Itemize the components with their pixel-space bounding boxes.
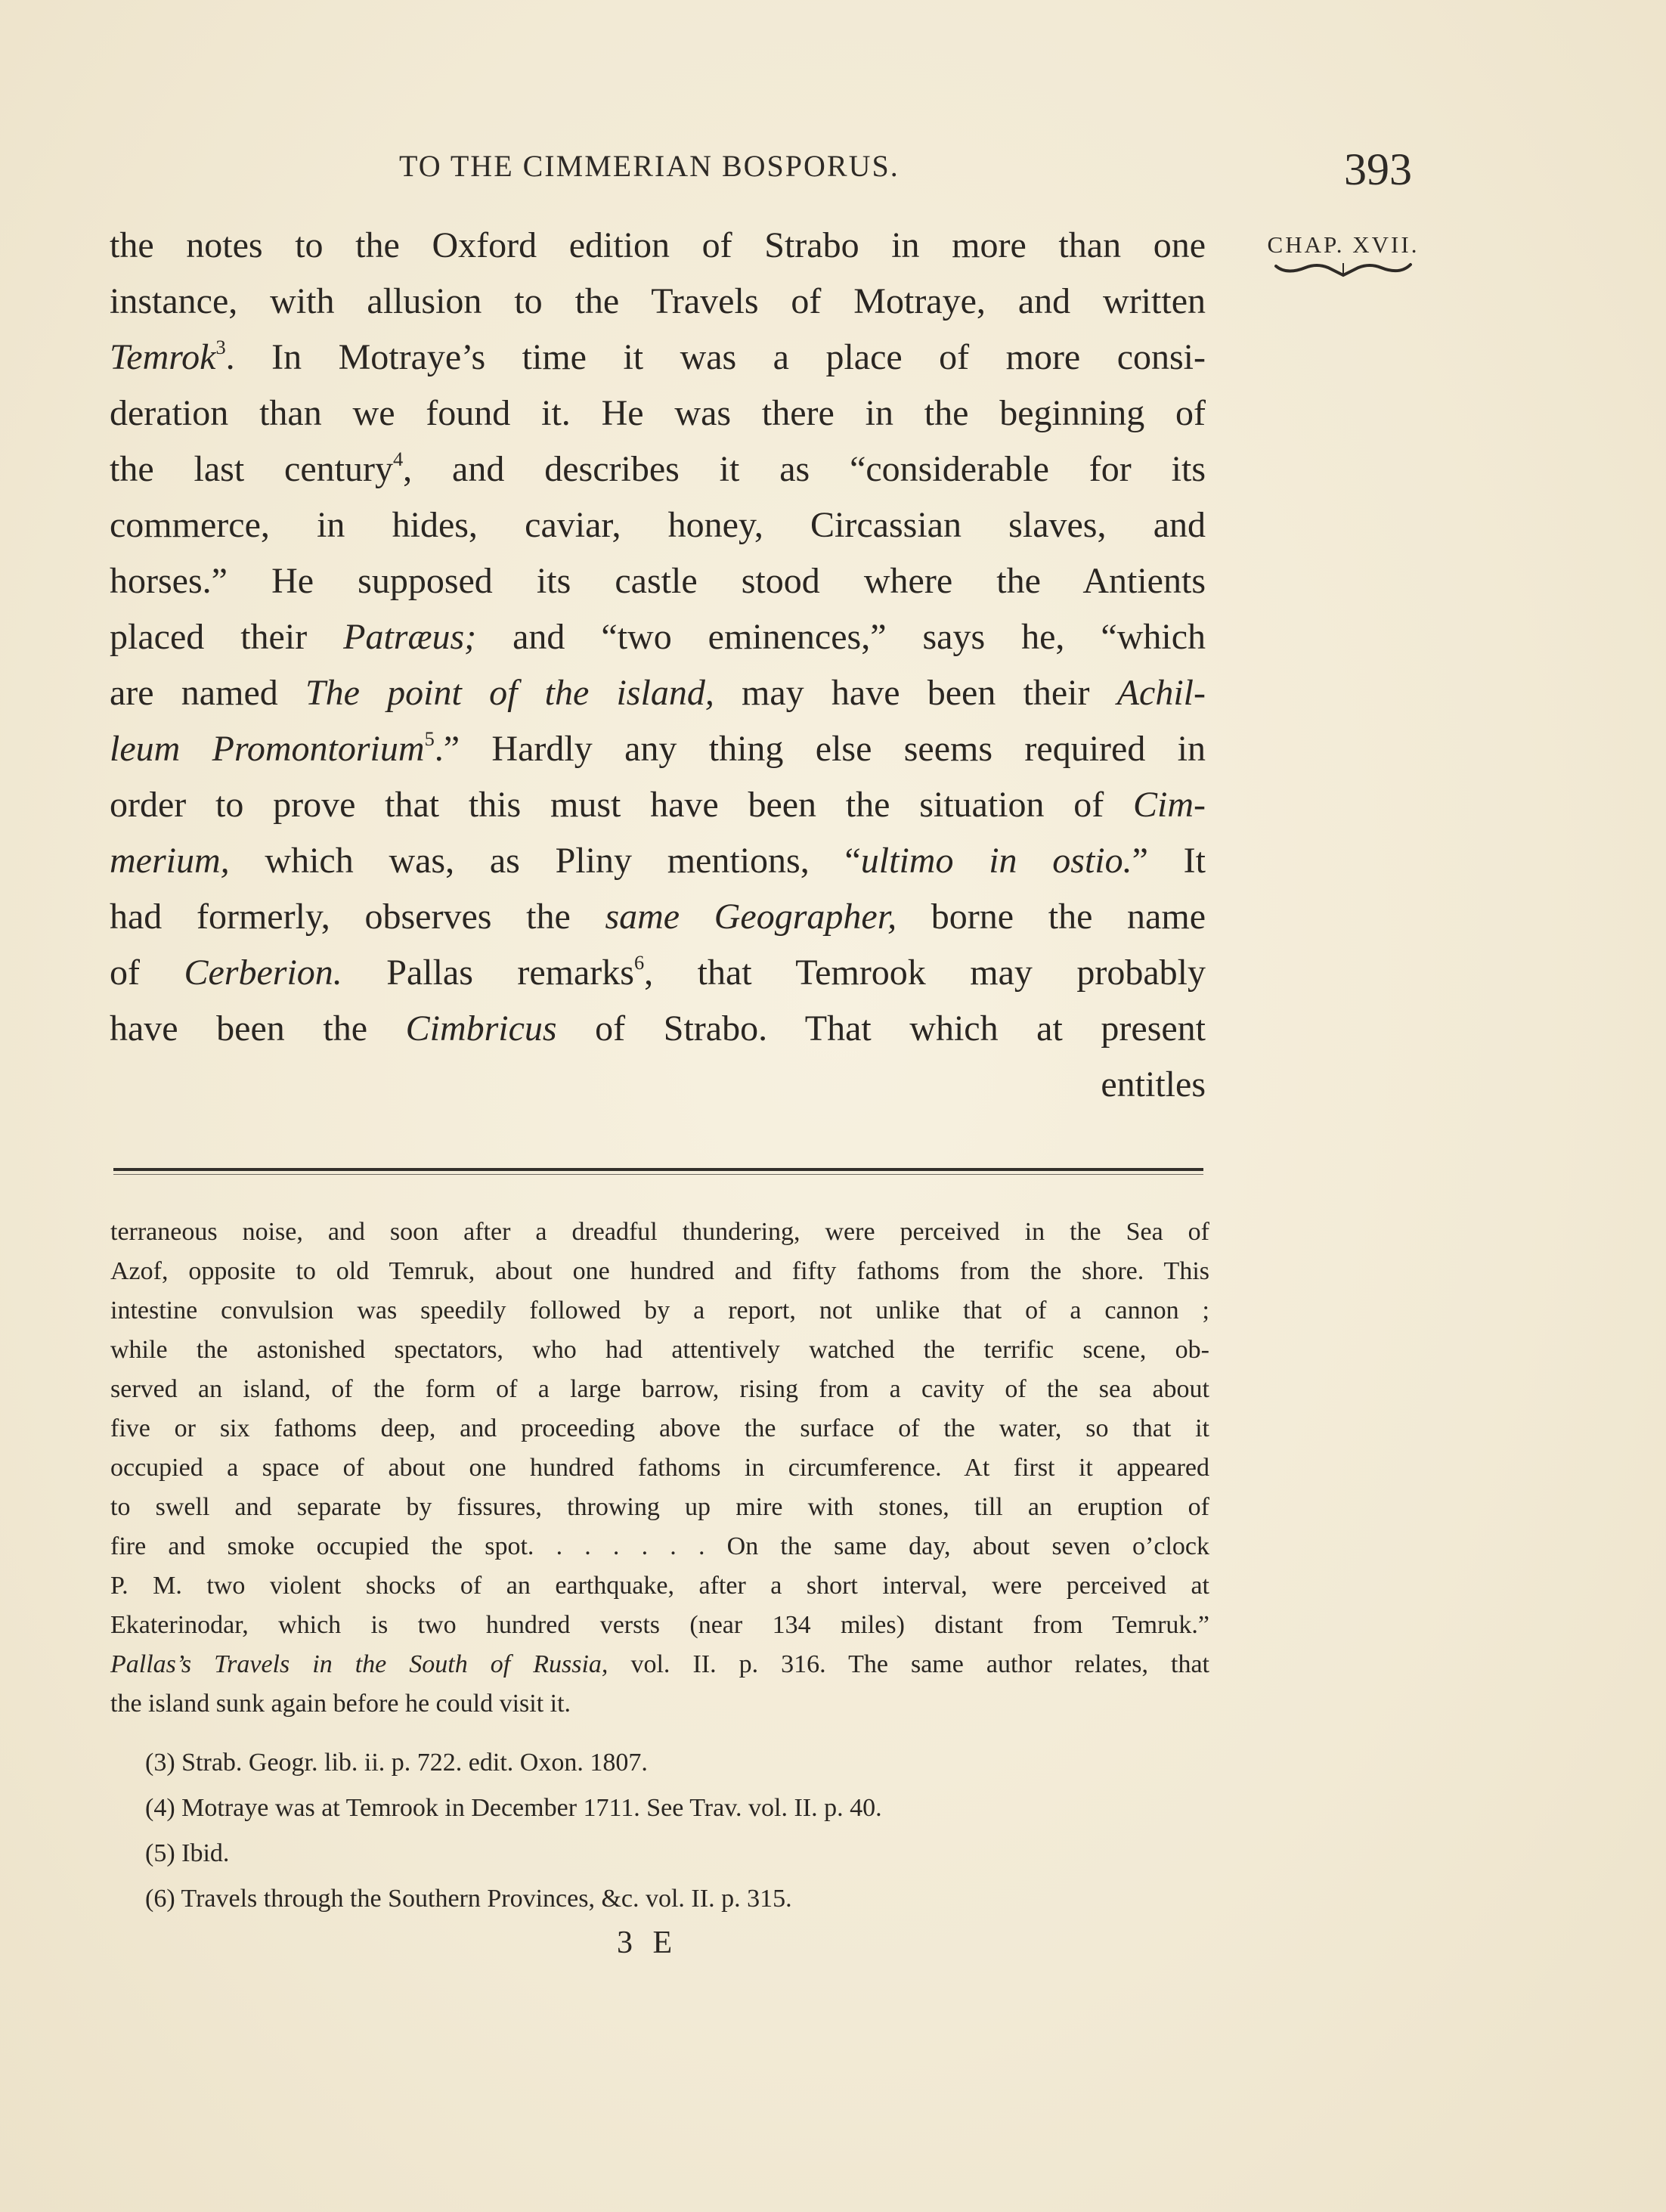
footnote-line: served an island, of the form of a large barrow, rising from a cavity of the sea about <box>110 1375 1209 1403</box>
footnote-divider <box>113 1168 1203 1171</box>
footnote-ref-6[interactable]: 6 <box>633 951 645 974</box>
footnote-line: five or six fathoms deep, and proceeding above the surface of the water, so that it <box>110 1414 1209 1442</box>
main-body-text <box>110 218 1206 1113</box>
running-head: TO THE CIMMERIAN BOSPORUS. <box>399 149 900 183</box>
footnote-line: Ekaterinodar, which is two hundred versts (near 134 miles) distant from Temruk.” <box>110 1611 1209 1639</box>
footnote-line: fire and smoke occupied the spot. . . . . . . On the same day, about seven o’clock <box>110 1532 1209 1560</box>
body-text: and “two eminences,” says he, “which <box>476 617 1206 657</box>
body-text: placed their <box>110 617 344 657</box>
body-text: , and describes it as “considerable for its <box>403 449 1206 489</box>
flourish-ornament-icon <box>1271 259 1415 280</box>
footnote-line: while the astonished spectators, who had attentively watched the terrific scene, ob- <box>110 1336 1209 1364</box>
italic-text: Cim- <box>1133 785 1206 825</box>
chapter-marker <box>1264 231 1423 280</box>
italic-text: Temrok <box>110 337 216 377</box>
footnote-divider-thin <box>113 1174 1203 1175</box>
body-line <box>110 441 1206 497</box>
body-line <box>110 889 1206 945</box>
body-line <box>110 945 1206 1001</box>
body-text: ” It <box>1132 841 1206 881</box>
italic-text: same Geographer, <box>605 897 897 937</box>
catchword: entitles <box>1101 1064 1206 1104</box>
chapter-label: CHAP. XVII. <box>1267 231 1420 258</box>
body-line <box>110 1001 1206 1057</box>
footnote-4: (4) Motraye was at Temrook in December 1711. See Trav. vol. II. p. 40. <box>145 1794 882 1822</box>
signature-mark: 3 E <box>617 1925 679 1960</box>
body-text: are named <box>110 673 305 713</box>
italic-text: Cerberion. <box>184 953 342 993</box>
body-line <box>110 665 1206 721</box>
body-line <box>110 609 1206 665</box>
body-text: . In Motraye’s time it was a place of more consi- <box>225 337 1206 377</box>
body-text: had formerly, observes the <box>110 897 605 937</box>
footnote-ref-4[interactable]: 4 <box>392 448 404 471</box>
body-line: deration than we found it. He was there in the beginning of <box>110 393 1206 433</box>
footnote-line: occupied a space of about one hundred fathoms in circumference. At first it appeared <box>110 1454 1209 1482</box>
italic-text: The point of the island, <box>305 673 714 713</box>
body-line: horses.” He supposed its castle stood where the Antients <box>110 561 1206 601</box>
footnote-line <box>110 1645 1209 1684</box>
italic-text: Pallas’s Travels in the South of Russia, <box>110 1650 608 1678</box>
italic-text: merium, <box>110 841 230 881</box>
footnote-ref-5[interactable]: 5 <box>424 727 435 751</box>
body-text: , that Temrook may probably <box>644 953 1206 993</box>
body-text: order to prove that this must have been the situation of <box>110 785 1133 825</box>
italic-text: Cimbricus <box>405 1008 557 1049</box>
footnote-3: (3) Strab. Geogr. lib. ii. p. 722. edit. Oxon. 1807. <box>145 1749 648 1777</box>
footnote-line: intestine convulsion was speedily followed by a report, not unlike that of a cannon ; <box>110 1297 1209 1324</box>
italic-text: ultimo in ostio. <box>860 841 1132 881</box>
footnote-text: vol. II. p. 316. The same author relates, that <box>608 1650 1209 1678</box>
body-text: Pallas remarks <box>342 953 634 993</box>
body-line <box>110 330 1206 386</box>
footnote-line: the island sunk again before he could visit it. <box>110 1690 571 1718</box>
body-line <box>110 777 1206 833</box>
footnote-ref-3[interactable]: 3 <box>215 336 226 359</box>
body-text: of Strabo. That which at present <box>556 1008 1206 1049</box>
body-line: commerce, in hides, caviar, honey, Circassian slaves, and <box>110 505 1206 545</box>
italic-text: Patræus; <box>343 617 477 657</box>
page-number: 393 <box>1344 144 1412 194</box>
body-text: which was, as Pliny mentions, “ <box>229 841 861 881</box>
body-line: instance, with allusion to the Travels of Motraye, and written <box>110 281 1206 321</box>
numbered-footnotes <box>145 1740 1052 1922</box>
footnote-line: to swell and separate by fissures, throwing up mire with stones, till an eruption of <box>110 1493 1209 1521</box>
body-text: may have been their <box>714 673 1117 713</box>
body-line: the notes to the Oxford edition of Strabo in more than one <box>110 225 1206 265</box>
footnote-line: Azof, opposite to old Temruk, about one hundred and fifty fathoms from the shore. This <box>110 1257 1209 1285</box>
footnote-line: P. M. two violent shocks of an earthquake, after a short interval, were perceived at <box>110 1572 1209 1600</box>
italic-text: Achil- <box>1116 673 1206 713</box>
footnote-6: (6) Travels through the Southern Provinces, &c. vol. II. p. 315. <box>145 1885 792 1913</box>
body-line <box>110 721 1206 777</box>
body-text: borne the name <box>896 897 1206 937</box>
body-text: .” Hardly any thing else seems required in <box>434 729 1206 769</box>
footnote-5: (5) Ibid. <box>145 1839 230 1867</box>
body-text: have been the <box>110 1008 406 1049</box>
footnote-continuation <box>110 1213 1209 1724</box>
body-text: of <box>110 953 184 993</box>
body-line <box>110 833 1206 889</box>
footnote-line: terraneous noise, and soon after a dreadful thundering, were perceived in the Sea of <box>110 1218 1209 1246</box>
body-text: the last century <box>110 449 393 489</box>
italic-text: leum Promontorium <box>110 729 425 769</box>
